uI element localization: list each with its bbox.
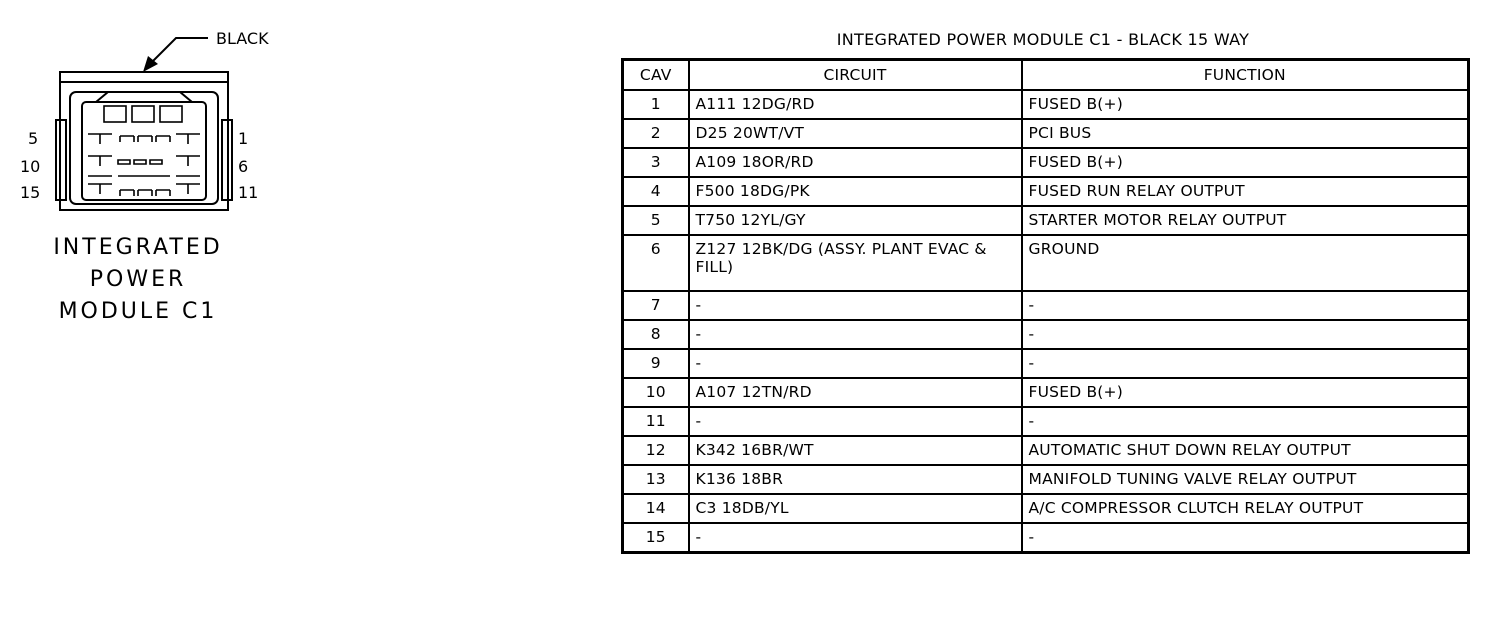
cav-cell: 11 — [623, 407, 689, 436]
table-row — [623, 378, 1469, 407]
function-cell: - — [1022, 349, 1469, 378]
table-row — [623, 148, 1469, 177]
function-cell: STARTER MOTOR RELAY OUTPUT — [1022, 206, 1469, 235]
circuit-cell: A109 18OR/RD — [689, 148, 1022, 177]
color-callout-arrow — [150, 38, 208, 64]
cav-cell: 3 — [623, 148, 689, 177]
function-cell: FUSED B(+) — [1022, 378, 1469, 407]
pin-label-left-bottom: 15 — [20, 183, 41, 202]
pin-label-left-middle: 10 — [20, 157, 41, 176]
module-name-line: INTEGRATED — [53, 235, 223, 260]
circuit-cell: F500 18DG/PK — [689, 177, 1022, 206]
function-cell: MANIFOLD TUNING VALVE RELAY OUTPUT — [1022, 465, 1469, 494]
circuit-cell: - — [689, 523, 1022, 552]
table-row — [623, 177, 1469, 206]
pin-label-right-top: 1 — [238, 129, 249, 148]
cav-cell: 6 — [623, 235, 689, 291]
function-cell: - — [1022, 407, 1469, 436]
circuit-cell: - — [689, 349, 1022, 378]
function-cell: - — [1022, 291, 1469, 320]
module-name-line: POWER — [89, 267, 187, 292]
table-row — [623, 436, 1469, 465]
function-cell: FUSED B(+) — [1022, 90, 1469, 119]
cav-cell: 2 — [623, 119, 689, 148]
function-cell: - — [1022, 523, 1469, 552]
circuit-cell: K342 16BR/WT — [689, 436, 1022, 465]
circuit-cell: D25 20WT/VT — [689, 119, 1022, 148]
pin-label-left-top: 5 — [28, 129, 39, 148]
function-cell: PCI BUS — [1022, 119, 1469, 148]
circuit-cell: Z127 12BK/DG (ASSY. PLANT EVAC & FILL) — [689, 235, 1022, 291]
circuit-cell: K136 18BR — [689, 465, 1022, 494]
function-cell: GROUND — [1022, 235, 1469, 291]
color-label: BLACK — [216, 29, 269, 48]
circuit-cell: A107 12TN/RD — [689, 378, 1022, 407]
table-row — [623, 90, 1469, 119]
module-name-line: MODULE C1 — [58, 299, 218, 324]
cav-cell: 12 — [623, 436, 689, 465]
table-row — [623, 349, 1469, 378]
module-name — [40, 232, 236, 328]
cav-cell: 15 — [623, 523, 689, 552]
cav-cell: 14 — [623, 494, 689, 523]
table-row — [623, 465, 1469, 494]
pinout-table — [621, 58, 1470, 554]
cav-cell: 10 — [623, 378, 689, 407]
cav-cell: 4 — [623, 177, 689, 206]
table-row — [623, 291, 1469, 320]
table-header-row — [623, 60, 1469, 91]
circuit-cell: C3 18DB/YL — [689, 494, 1022, 523]
function-cell: FUSED B(+) — [1022, 148, 1469, 177]
circuit-cell: - — [689, 407, 1022, 436]
table-title: INTEGRATED POWER MODULE C1 - BLACK 15 WAY — [836, 30, 1250, 49]
table-row — [623, 119, 1469, 148]
table-row — [623, 235, 1469, 291]
function-cell: FUSED RUN RELAY OUTPUT — [1022, 177, 1469, 206]
header-cav: CAV — [623, 60, 689, 91]
cav-cell: 1 — [623, 90, 689, 119]
table-row — [623, 494, 1469, 523]
circuit-cell: A111 12DG/RD — [689, 90, 1022, 119]
table-row — [623, 206, 1469, 235]
function-cell: - — [1022, 320, 1469, 349]
table-row — [623, 407, 1469, 436]
pin-label-right-bottom: 11 — [238, 183, 259, 202]
cav-cell: 9 — [623, 349, 689, 378]
cav-cell: 13 — [623, 465, 689, 494]
header-function: FUNCTION — [1022, 60, 1469, 91]
circuit-cell: T750 12YL/GY — [689, 206, 1022, 235]
cav-cell: 8 — [623, 320, 689, 349]
circuit-cell: - — [689, 291, 1022, 320]
pin-label-right-middle: 6 — [238, 157, 249, 176]
table-row — [623, 523, 1469, 552]
circuit-cell: - — [689, 320, 1022, 349]
header-circuit: CIRCUIT — [689, 60, 1022, 91]
cav-cell: 5 — [623, 206, 689, 235]
function-cell: A/C COMPRESSOR CLUTCH RELAY OUTPUT — [1022, 494, 1469, 523]
cavity-grid — [88, 106, 200, 196]
function-cell: AUTOMATIC SHUT DOWN RELAY OUTPUT — [1022, 436, 1469, 465]
table-row — [623, 320, 1469, 349]
cav-cell: 7 — [623, 291, 689, 320]
